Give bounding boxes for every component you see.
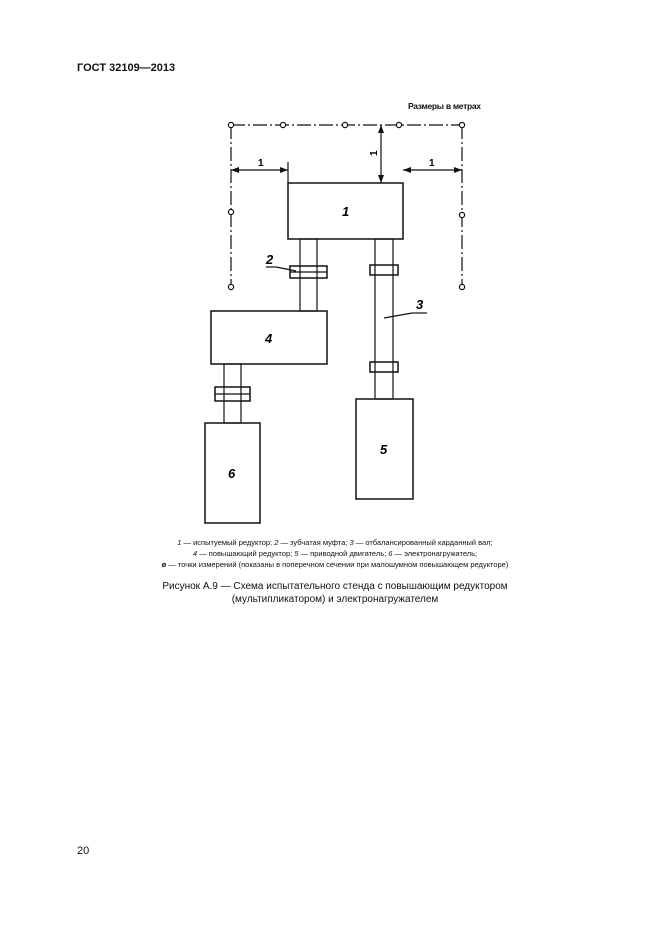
measurement-point [228, 122, 233, 127]
dim-left-arrow-left [231, 167, 239, 173]
label-2: 2 [266, 252, 274, 267]
measurement-point [280, 122, 285, 127]
measurement-point [228, 209, 233, 214]
measurement-point [459, 122, 464, 127]
cardan-joint-bottom [370, 362, 398, 372]
document-header: ГОСТ 32109—2013 [77, 62, 176, 74]
dim-top-arrow-up [378, 125, 384, 133]
caption-line-1: Рисунок А.9 — Схема испытательного стенда с повышающим редуктором [162, 581, 508, 592]
legend-line-2: 4 — повышающий редуктор; 5 — приводной двигатель; 6 — электронагружатель; [192, 549, 478, 558]
cardan-joint-top [370, 265, 398, 275]
label-5: 5 [380, 442, 388, 457]
dim-right-label: 1 [429, 158, 435, 169]
figure-legend [120, 537, 550, 570]
dim-right-arrow-left [403, 167, 411, 173]
shaft-gearbox-to-multiplier [300, 239, 317, 311]
dim-left-arrow-right [280, 167, 288, 173]
measurement-point [396, 122, 401, 127]
label-6: 6 [228, 466, 236, 481]
label-1: 1 [342, 204, 350, 219]
figure-caption [140, 580, 530, 606]
dimensions-note: Размеры в метрах [408, 101, 481, 111]
dim-top-label: 1 [369, 150, 380, 156]
measurement-point [459, 284, 464, 289]
caption-line-2: (мультипликатором) и электронагружателем [231, 594, 439, 605]
dim-right-arrow-right [454, 167, 462, 173]
dim-left-label: 1 [258, 158, 264, 169]
measurement-point [342, 122, 347, 127]
legend-line-3: ø — точки измерений (показаны в поперечном сечении при малошумном повышающем редукторе) [161, 560, 509, 569]
cardan-shaft [375, 239, 393, 399]
page-number: 20 [77, 845, 90, 857]
measurement-point [228, 284, 233, 289]
label-3: 3 [416, 297, 424, 312]
measurement-point [459, 212, 464, 217]
legend-line-1: 1 — испытуемый редуктор; 2 — зубчатая муфта; 3 — отбалансированный карданный вал; [177, 538, 493, 547]
dim-top-arrow-down [378, 175, 384, 183]
label-4: 4 [265, 331, 273, 346]
